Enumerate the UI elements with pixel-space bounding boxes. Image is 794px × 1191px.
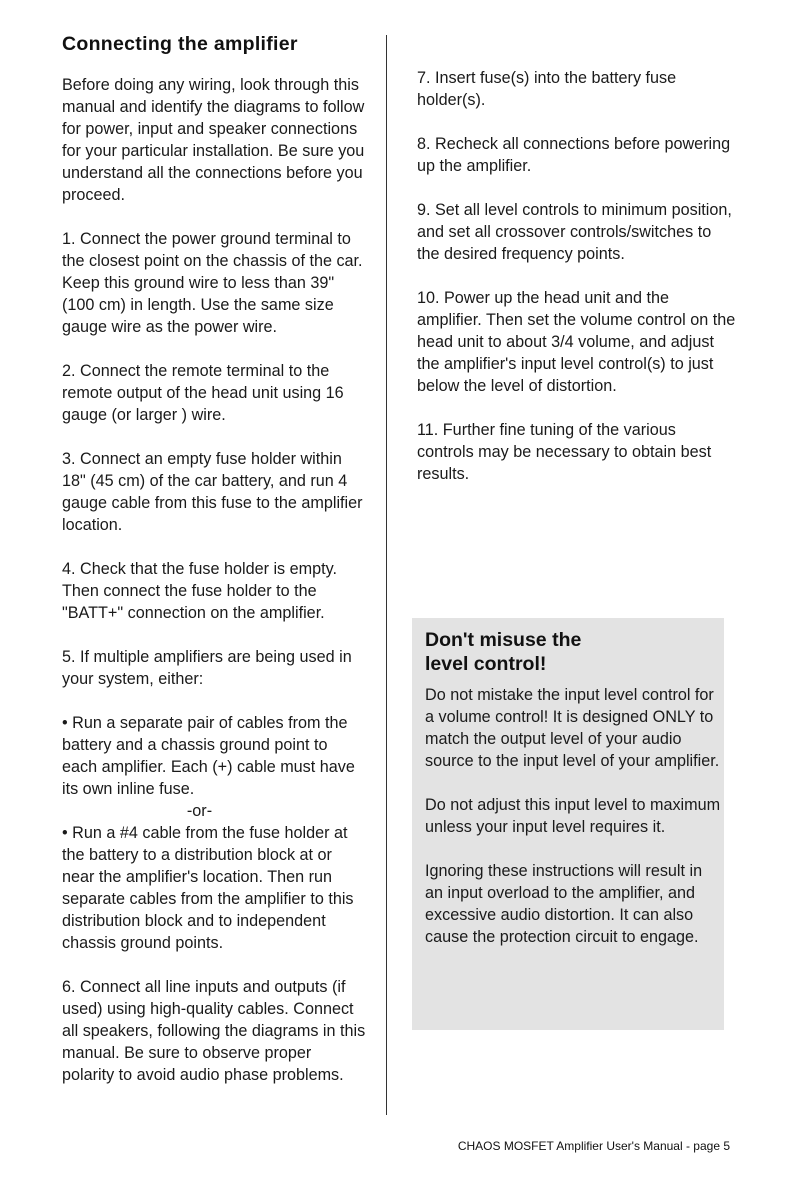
left-column <box>62 33 367 1086</box>
intro-paragraph: Before doing any wiring, look through this manual and identify the diagrams to follow for power, input and speaker connections for your particular installation. Be sure you understand all the connections before you proceed. <box>62 76 365 204</box>
step-9: 9. Set all level controls to minimum position, and set all crossover controls/switches to the desired frequency points. <box>417 201 732 263</box>
step-7: 7. Insert fuse(s) into the battery fuse holder(s). <box>417 69 677 109</box>
right-column <box>417 67 737 485</box>
step-1: 1. Connect the power ground terminal to the closest point on the chassis of the car. Keep this ground wire to less than 39" (100 cm) in length. Use the same size gauge wire as the power wire. <box>62 230 363 336</box>
callout-paragraph-1: Do not mistake the input level control for a volume control! It is designed ONLY to match the output level of your audio source to the input level of your amplifier. <box>425 686 720 770</box>
step-6: 6. Connect all line inputs and outputs (if used) using high-quality cables. Connect all speakers, following the diagrams in this manual. Be sure to observe proper polarity to avoid audio phase problems. <box>62 978 366 1084</box>
option-a: • Run a separate pair of cables from the battery and a chassis ground point to each amplifier. Each (+) cable must have its own inline fuse. <box>62 714 355 798</box>
option-b: • Run a #4 cable from the fuse holder at the battery to a distribution block at or near the amplifier's location. Then run separate cables from the amplifier to this distribution block and to independent chassis ground points. <box>62 824 354 952</box>
callout-title-line2: level control! <box>425 653 547 675</box>
step-5: 5. If multiple amplifiers are being used in your system, either: <box>62 648 352 688</box>
step-11: 11. Further fine tuning of the various controls may be necessary to obtain best results. <box>417 421 712 483</box>
step-8: 8. Recheck all connections before powering up the amplifier. <box>417 135 731 175</box>
callout-title-line1: Don't misuse the <box>425 629 582 651</box>
column-divider <box>386 35 387 1115</box>
step-3: 3. Connect an empty fuse holder within 18" (45 cm) of the car battery, and run 4 gauge cable from this fuse to the amplifier location. <box>62 450 363 534</box>
callout-paragraph-3: Ignoring these instructions will result in an input overload to the amplifier, and excessive audio distortion. It can also cause the protection circuit to engage. <box>425 862 703 946</box>
step-10: 10. Power up the head unit and the amplifier. Then set the volume control on the head unit to about 3/4 volume, and adjust the amplifier's input level control(s) to just below the level of distortion. <box>417 289 736 395</box>
warning-callout <box>412 618 724 1030</box>
step-4: 4. Check that the fuse holder is empty. Then connect the fuse holder to the "BATT+" connection on the amplifier. <box>62 560 338 622</box>
page-footer: CHAOS MOSFET Amplifier User's Manual - page 5 <box>457 1139 730 1153</box>
step-2: 2. Connect the remote terminal to the remote output of the head unit using 16 gauge (or larger ) wire. <box>62 362 344 424</box>
page-title: Connecting the amplifier <box>62 33 298 55</box>
or-separator: -or- <box>186 802 213 820</box>
callout-title <box>425 628 724 676</box>
callout-paragraph-2: Do not adjust this input level to maximum unless your input level requires it. <box>425 796 721 836</box>
